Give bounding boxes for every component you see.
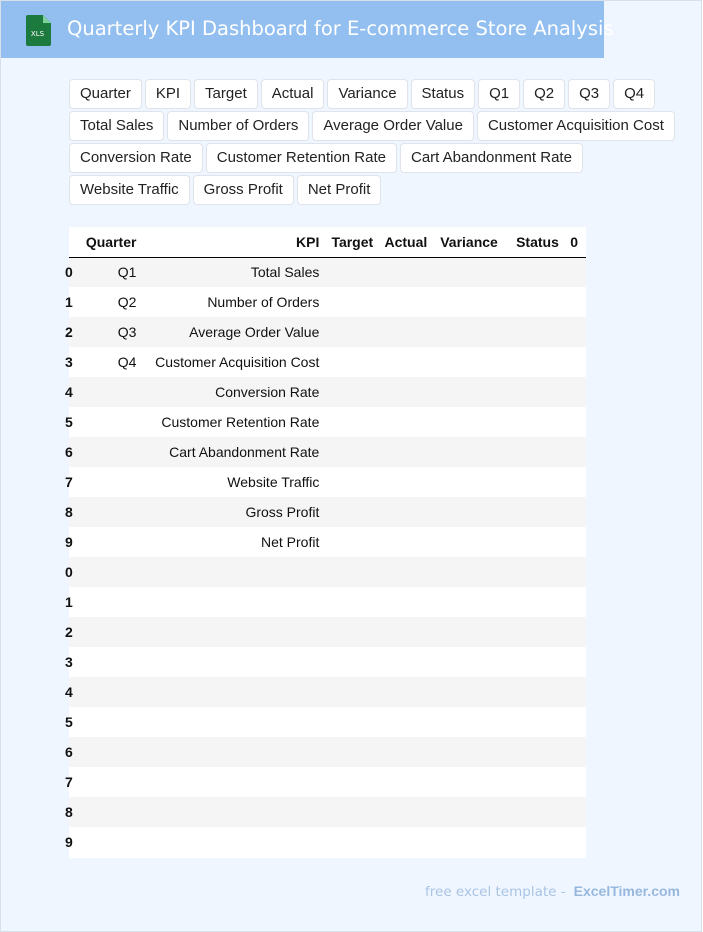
table-cell (327, 707, 381, 737)
table-cell (327, 527, 381, 557)
table-cell (567, 497, 586, 527)
footer-brand-link[interactable]: ExcelTimer.com (573, 883, 680, 899)
header-bar (1, 1, 614, 58)
table-row (69, 617, 586, 647)
column-chip[interactable]: Gross Profit (193, 175, 294, 205)
table-cell (144, 767, 327, 797)
table-cell (435, 557, 506, 587)
table-cell (567, 347, 586, 377)
table-header-row (69, 227, 586, 257)
column-header: 0 (567, 227, 586, 257)
row-index: 4 (69, 377, 85, 407)
row-index: 7 (69, 767, 85, 797)
row-index: 7 (69, 467, 85, 497)
table-cell (381, 797, 435, 827)
table-cell (567, 377, 586, 407)
table-cell (381, 707, 435, 737)
table-cell (327, 587, 381, 617)
row-index: 9 (69, 827, 85, 857)
table-row (69, 677, 586, 707)
table-cell (567, 557, 586, 587)
table-cell: Cart Abandonment Rate (144, 437, 327, 467)
table-cell (327, 257, 381, 287)
table-cell (506, 767, 567, 797)
table-cell (435, 737, 506, 767)
table-row (69, 317, 586, 347)
table-cell (85, 827, 145, 857)
table-row (69, 257, 586, 287)
table-cell (435, 467, 506, 497)
table-row (69, 587, 586, 617)
table-cell (381, 497, 435, 527)
table-row (69, 527, 586, 557)
table-cell (85, 647, 145, 677)
column-chip[interactable]: KPI (145, 79, 191, 109)
table-cell (567, 407, 586, 437)
table-cell (567, 737, 586, 767)
table-cell (506, 527, 567, 557)
column-header: KPI (144, 227, 327, 257)
column-header: Quarter (85, 227, 145, 257)
table-cell (567, 467, 586, 497)
table-cell (85, 707, 145, 737)
table-cell (85, 737, 145, 767)
table-row (69, 707, 586, 737)
column-chip[interactable]: Customer Retention Rate (206, 143, 397, 173)
row-index: 0 (69, 557, 85, 587)
table-cell (567, 257, 586, 287)
table-cell (327, 407, 381, 437)
table-cell (327, 557, 381, 587)
column-chip[interactable]: Target (194, 79, 258, 109)
table-cell (506, 287, 567, 317)
table-cell (506, 617, 567, 647)
column-chip[interactable]: Number of Orders (167, 111, 309, 141)
column-chip[interactable]: Variance (327, 79, 407, 109)
table-cell (85, 407, 145, 437)
table-cell (144, 647, 327, 677)
column-chip[interactable]: Customer Acquisition Cost (477, 111, 675, 141)
column-chip-list (69, 79, 703, 207)
table-cell (435, 527, 506, 557)
table-cell (144, 677, 327, 707)
table-cell (85, 677, 145, 707)
table-cell: Conversion Rate (144, 377, 327, 407)
column-header: Variance (435, 227, 506, 257)
table-cell (381, 527, 435, 557)
footer-text: free excel template - (425, 884, 566, 900)
table-row (69, 647, 586, 677)
row-index: 5 (69, 407, 85, 437)
table-cell (381, 737, 435, 767)
table-cell (327, 317, 381, 347)
row-index: 6 (69, 737, 85, 767)
table-cell (506, 347, 567, 377)
table-cell (506, 647, 567, 677)
table-cell: Gross Profit (144, 497, 327, 527)
table-row (69, 467, 586, 497)
table-cell: Customer Retention Rate (144, 407, 327, 437)
column-chip[interactable]: Q4 (613, 79, 655, 109)
table-row (69, 407, 586, 437)
table-cell: Q3 (85, 317, 145, 347)
table-cell (567, 827, 586, 857)
table-cell (144, 617, 327, 647)
row-index: 8 (69, 497, 85, 527)
table-cell (327, 677, 381, 707)
svg-text:XLS: XLS (30, 30, 45, 38)
table-cell (506, 707, 567, 737)
table-cell (327, 797, 381, 827)
table-cell (506, 557, 567, 587)
table-cell (435, 317, 506, 347)
table-row (69, 347, 586, 377)
table-cell (85, 467, 145, 497)
table-cell (381, 407, 435, 437)
table-cell (435, 827, 506, 857)
table-cell (381, 827, 435, 857)
row-index: 3 (69, 647, 85, 677)
table-cell (85, 497, 145, 527)
table-cell (506, 797, 567, 827)
column-chip[interactable]: Quarter (69, 79, 142, 109)
table-cell: Number of Orders (144, 287, 327, 317)
table-cell (435, 287, 506, 317)
table-cell (327, 287, 381, 317)
column-header: Actual (381, 227, 435, 257)
table-cell (435, 377, 506, 407)
xls-file-icon (24, 15, 52, 46)
table-row (69, 797, 586, 827)
column-chip[interactable]: Q1 (478, 79, 520, 109)
column-chip[interactable]: Q3 (568, 79, 610, 109)
table-cell (381, 347, 435, 377)
row-index: 4 (69, 677, 85, 707)
table-cell: Customer Acquisition Cost (144, 347, 327, 377)
table-cell: Q2 (85, 287, 145, 317)
table-cell (327, 617, 381, 647)
row-index: 8 (69, 797, 85, 827)
table-cell (506, 497, 567, 527)
table-cell (435, 647, 506, 677)
page-title: Quarterly KPI Dashboard for E-commerce Store Analysis (67, 17, 614, 40)
table-row (69, 557, 586, 587)
row-index: 6 (69, 437, 85, 467)
table-cell (381, 287, 435, 317)
table-cell (506, 467, 567, 497)
column-chip[interactable]: Q2 (523, 79, 565, 109)
table-cell (144, 737, 327, 767)
table-cell (85, 377, 145, 407)
table-cell (85, 767, 145, 797)
table-cell (381, 437, 435, 467)
row-index: 0 (69, 257, 85, 287)
table-cell (435, 707, 506, 737)
table-cell (381, 647, 435, 677)
row-index: 9 (69, 527, 85, 557)
table-cell (435, 257, 506, 287)
column-header: Target (327, 227, 381, 257)
table-cell (506, 437, 567, 467)
table-cell (85, 527, 145, 557)
table-cell: Average Order Value (144, 317, 327, 347)
column-chip[interactable]: Average Order Value (312, 111, 474, 141)
table-cell (85, 617, 145, 647)
row-index: 5 (69, 707, 85, 737)
column-header: Status (506, 227, 567, 257)
column-chip[interactable]: Cart Abandonment Rate (400, 143, 583, 173)
table-cell (567, 317, 586, 347)
table-cell (435, 587, 506, 617)
row-index: 3 (69, 347, 85, 377)
table-cell (506, 737, 567, 767)
table-cell (85, 557, 145, 587)
table-cell: Total Sales (144, 257, 327, 287)
table-cell (506, 377, 567, 407)
table-cell (506, 317, 567, 347)
table-row (69, 827, 586, 857)
table-cell (381, 257, 435, 287)
row-index: 1 (69, 587, 85, 617)
table-cell (85, 587, 145, 617)
table-cell (506, 257, 567, 287)
data-table-panel (65, 227, 586, 858)
table-cell (327, 827, 381, 857)
table-cell (381, 677, 435, 707)
data-table (65, 227, 586, 857)
table-cell (85, 797, 145, 827)
table-cell (327, 497, 381, 527)
column-chip[interactable]: Conversion Rate (69, 143, 203, 173)
table-row (69, 287, 586, 317)
table-cell (144, 707, 327, 737)
column-header (69, 227, 85, 257)
table-cell (381, 377, 435, 407)
table-cell (327, 437, 381, 467)
table-cell: Website Traffic (144, 467, 327, 497)
table-cell: Net Profit (144, 527, 327, 557)
table-cell (506, 407, 567, 437)
table-cell (327, 767, 381, 797)
table-row (69, 767, 586, 797)
table-cell (144, 557, 327, 587)
table-cell (435, 437, 506, 467)
column-chip[interactable]: Net Profit (297, 175, 382, 205)
table-cell (435, 677, 506, 707)
table-cell (567, 707, 586, 737)
column-chip[interactable]: Total Sales (69, 111, 164, 141)
table-cell (567, 437, 586, 467)
table-cell (435, 617, 506, 647)
table-row (69, 377, 586, 407)
table-cell (567, 677, 586, 707)
table-cell (567, 587, 586, 617)
table-cell (506, 827, 567, 857)
table-row (69, 497, 586, 527)
table-cell (327, 647, 381, 677)
table-cell (567, 527, 586, 557)
column-chip[interactable]: Actual (261, 79, 325, 109)
column-chip[interactable]: Website Traffic (69, 175, 190, 205)
table-cell (567, 767, 586, 797)
table-cell (144, 797, 327, 827)
table-cell (144, 827, 327, 857)
table-cell (144, 587, 327, 617)
table-cell: Q1 (85, 257, 145, 287)
table-cell (381, 557, 435, 587)
table-cell (85, 437, 145, 467)
column-chip[interactable]: Status (411, 79, 476, 109)
table-cell (435, 497, 506, 527)
table-cell (327, 467, 381, 497)
table-cell (435, 767, 506, 797)
table-cell (567, 797, 586, 827)
table-cell (381, 467, 435, 497)
table-cell (327, 737, 381, 767)
table-cell (567, 647, 586, 677)
footer-credit (425, 883, 680, 900)
table-row (69, 737, 586, 767)
table-cell: Q4 (85, 347, 145, 377)
row-index: 2 (69, 317, 85, 347)
table-cell (435, 347, 506, 377)
table-cell (381, 587, 435, 617)
table-cell (327, 347, 381, 377)
table-cell (506, 587, 567, 617)
row-index: 2 (69, 617, 85, 647)
row-index: 1 (69, 287, 85, 317)
table-cell (567, 617, 586, 647)
table-cell (381, 767, 435, 797)
table-cell (435, 407, 506, 437)
table-cell (381, 317, 435, 347)
table-cell (506, 677, 567, 707)
table-cell (435, 797, 506, 827)
table-row (69, 437, 586, 467)
table-cell (567, 287, 586, 317)
table-cell (327, 377, 381, 407)
table-cell (381, 617, 435, 647)
